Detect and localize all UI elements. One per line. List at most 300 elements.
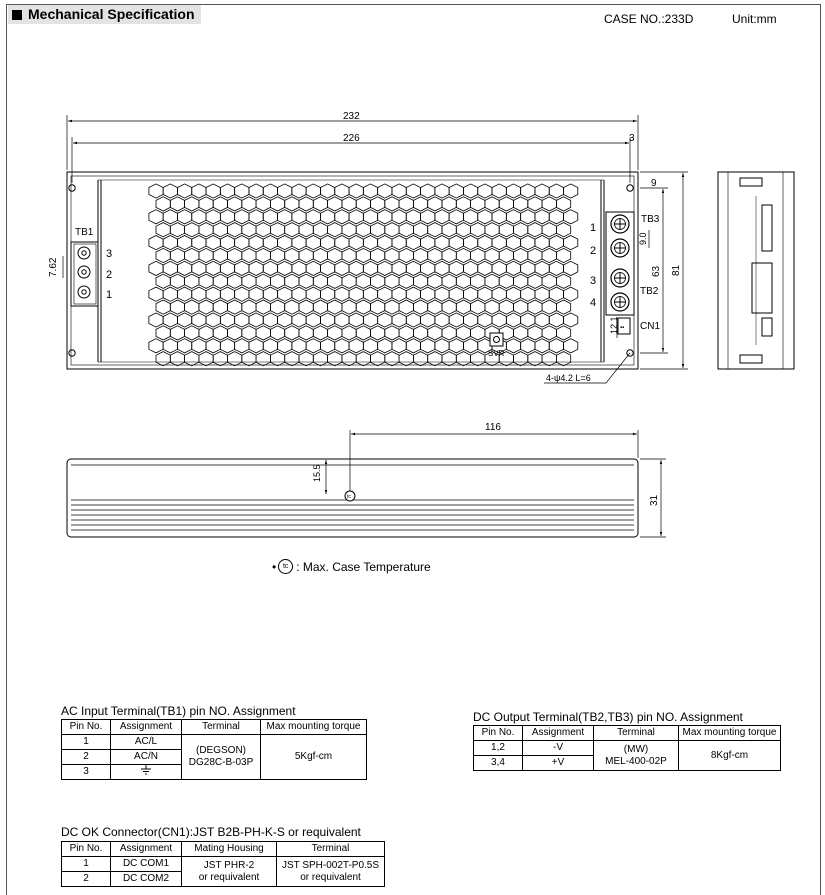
vent-hex xyxy=(528,326,542,340)
vent-hex xyxy=(464,287,478,301)
vent-hex xyxy=(163,313,177,327)
vent-hex xyxy=(363,210,377,224)
vent-hex xyxy=(428,300,442,314)
vent-hex xyxy=(521,210,535,224)
vent-hex xyxy=(514,300,528,314)
case-number: CASE NO.:233D xyxy=(604,12,694,26)
vent-hex xyxy=(392,210,406,224)
vent-hex xyxy=(428,223,442,237)
vent-hex xyxy=(456,352,470,366)
vent-hex xyxy=(321,236,335,250)
vent-hex xyxy=(213,223,227,237)
vent-hex xyxy=(392,261,406,275)
dc-table xyxy=(473,725,781,771)
ac-header-assignment: Assignment xyxy=(111,720,182,735)
svr-potentiometer xyxy=(490,333,503,346)
top-view xyxy=(67,172,638,369)
vent-hex xyxy=(442,223,456,237)
vent-hex xyxy=(464,236,478,250)
vent-hex xyxy=(542,326,556,340)
vent-hex xyxy=(428,352,442,366)
vent-hex xyxy=(299,300,313,314)
vent-hex xyxy=(228,326,242,340)
vent-hex xyxy=(192,261,206,275)
vent-hex xyxy=(249,287,263,301)
vent-hex xyxy=(242,197,256,211)
vent-hex xyxy=(506,287,520,301)
vent-hex xyxy=(285,274,299,288)
dim-overall-height: 81 xyxy=(671,264,682,276)
vent-hex xyxy=(535,313,549,327)
vent-hex xyxy=(178,210,192,224)
vent-hex xyxy=(349,261,363,275)
vent-hex xyxy=(228,223,242,237)
vent-hex xyxy=(342,326,356,340)
vent-hex xyxy=(313,352,327,366)
vent-hex xyxy=(535,287,549,301)
tb1-pin-2: 2 xyxy=(106,269,113,281)
vent-hex xyxy=(371,248,385,262)
mount-hole-tl xyxy=(69,185,75,191)
vent-hex xyxy=(249,339,263,353)
vent-hex xyxy=(535,210,549,224)
vent-hex xyxy=(256,274,270,288)
vent-hex xyxy=(564,184,578,198)
vent-hex xyxy=(556,300,570,314)
cn1-label: CN1 xyxy=(640,321,661,332)
vent-hex xyxy=(256,326,270,340)
vent-hex xyxy=(471,352,485,366)
vent-hex xyxy=(328,300,342,314)
vent-hex xyxy=(199,326,213,340)
vent-hex xyxy=(506,313,520,327)
vent-hex xyxy=(235,184,249,198)
vent-hex xyxy=(321,287,335,301)
vent-hex xyxy=(170,223,184,237)
vent-hex xyxy=(435,313,449,327)
tb1-screw-icon xyxy=(78,286,90,298)
vent-hex xyxy=(442,352,456,366)
vent-hex xyxy=(270,300,284,314)
vent-hex xyxy=(406,339,420,353)
vent-hex xyxy=(206,236,220,250)
vent-hex xyxy=(449,261,463,275)
vent-hex xyxy=(492,287,506,301)
vent-hex xyxy=(521,287,535,301)
vent-hex xyxy=(321,313,335,327)
vent-hex xyxy=(378,313,392,327)
vent-hex xyxy=(356,197,370,211)
vent-hex xyxy=(242,223,256,237)
vent-hex xyxy=(270,352,284,366)
vent-hex xyxy=(313,274,327,288)
vent-hex xyxy=(270,248,284,262)
out-pin-3: 3 xyxy=(590,275,597,287)
vent-hex xyxy=(149,287,163,301)
vent-hex xyxy=(528,300,542,314)
vent-hex xyxy=(399,352,413,366)
vent-hex xyxy=(292,236,306,250)
vent-hex xyxy=(170,300,184,314)
vent-hex xyxy=(371,197,385,211)
vent-hex xyxy=(399,248,413,262)
dim-side-height: 31 xyxy=(649,494,660,506)
out-pin-1: 1 xyxy=(590,222,597,234)
vent-hex xyxy=(178,184,192,198)
cn-terminal-line-1: JST SPH-002T-P0.5S xyxy=(281,859,380,871)
vent-hex xyxy=(542,197,556,211)
vent-hex xyxy=(521,236,535,250)
vent-hex xyxy=(185,352,199,366)
vent-hex xyxy=(278,313,292,327)
vent-hex xyxy=(535,236,549,250)
vent-hex xyxy=(471,248,485,262)
vent-hex xyxy=(542,274,556,288)
cn-table xyxy=(61,841,385,887)
vent-hex xyxy=(464,261,478,275)
mount-hole-bl xyxy=(69,350,75,356)
cn-housing-line-2: or requivalent xyxy=(198,871,260,883)
vent-hex xyxy=(220,236,234,250)
vent-hex xyxy=(435,287,449,301)
dim-edge-offset: 3 xyxy=(629,133,635,144)
dc-pin: 1,2 xyxy=(474,741,523,756)
vent-hex xyxy=(321,184,335,198)
vent-hex xyxy=(535,261,549,275)
vent-hex xyxy=(428,274,442,288)
vent-hex xyxy=(235,261,249,275)
vent-hex xyxy=(235,287,249,301)
vent-hex xyxy=(163,236,177,250)
end-view-connector xyxy=(762,318,772,336)
vent-hex xyxy=(270,326,284,340)
ac-table xyxy=(61,719,367,780)
vent-hex xyxy=(385,197,399,211)
vent-hex xyxy=(328,352,342,366)
vent-hex xyxy=(556,248,570,262)
dim-hole-spec: 4-ψ4.2 L=6 xyxy=(546,373,591,383)
vent-hex xyxy=(514,352,528,366)
vent-hex xyxy=(485,223,499,237)
vent-hex xyxy=(263,184,277,198)
vent-hex xyxy=(342,223,356,237)
vent-hex xyxy=(556,197,570,211)
tb1-screws xyxy=(78,247,90,298)
vent-hex xyxy=(542,352,556,366)
vent-hex xyxy=(464,313,478,327)
vent-hex xyxy=(235,339,249,353)
tb1-label: TB1 xyxy=(75,227,94,238)
cn-terminal xyxy=(277,857,385,887)
vent-hex xyxy=(192,210,206,224)
vent-hex xyxy=(228,274,242,288)
vent-hex xyxy=(435,210,449,224)
vent-hex xyxy=(149,339,163,353)
vent-hex xyxy=(456,197,470,211)
vent-hex xyxy=(263,339,277,353)
vent-hex xyxy=(263,313,277,327)
vent-hex xyxy=(528,248,542,262)
vent-hex xyxy=(363,313,377,327)
vent-hex xyxy=(278,210,292,224)
cn-table-title: DC OK Connector(CN1):JST B2B-PH-K-S or requivalent xyxy=(61,825,361,839)
vent-hex xyxy=(413,300,427,314)
vent-hex xyxy=(299,274,313,288)
vent-hex xyxy=(285,197,299,211)
vent-hex xyxy=(514,248,528,262)
vent-hex xyxy=(363,339,377,353)
vent-hex xyxy=(220,210,234,224)
tc-symbol-icon: tc xyxy=(278,559,293,574)
vent-hex xyxy=(313,326,327,340)
vent-hex xyxy=(178,287,192,301)
vent-hex xyxy=(542,223,556,237)
vent-hex xyxy=(342,352,356,366)
dim-mount-pitch: 226 xyxy=(343,133,360,144)
table-row xyxy=(474,741,781,756)
vent-hex xyxy=(392,287,406,301)
vent-hex xyxy=(342,197,356,211)
vent-hex xyxy=(535,184,549,198)
vent-hex xyxy=(278,184,292,198)
vent-hex xyxy=(185,300,199,314)
dim-tb1-pitch: 7.62 xyxy=(48,257,59,277)
vent-hex xyxy=(263,261,277,275)
vent-hex xyxy=(249,236,263,250)
vent-hex xyxy=(156,248,170,262)
vent-hex xyxy=(299,197,313,211)
vent-hex xyxy=(313,197,327,211)
vent-hex xyxy=(413,274,427,288)
vent-hex xyxy=(228,352,242,366)
vent-hex xyxy=(163,184,177,198)
dc-header-terminal: Terminal xyxy=(594,726,679,741)
vent-hex xyxy=(299,326,313,340)
vent-hex xyxy=(206,184,220,198)
vent-hex xyxy=(421,210,435,224)
cn-header-terminal: Terminal xyxy=(277,842,385,857)
vent-hex xyxy=(506,339,520,353)
vent-hex xyxy=(506,236,520,250)
vent-hex xyxy=(292,261,306,275)
ac-header-torque: Max mounting torque xyxy=(261,720,367,735)
tb2-label: TB2 xyxy=(640,286,659,297)
vent-hex xyxy=(406,313,420,327)
tc-note-text: : Max. Case Temperature xyxy=(296,559,431,574)
cn1-pin-mark: ▪▪ xyxy=(620,325,625,331)
vent-hex xyxy=(306,184,320,198)
vent-hex xyxy=(435,261,449,275)
vent-hex xyxy=(149,261,163,275)
vent-hex xyxy=(206,313,220,327)
dc-header-torque: Max mounting torque xyxy=(679,726,781,741)
vent-hex xyxy=(564,339,578,353)
tb1-screw-center xyxy=(82,270,86,274)
vent-hex xyxy=(156,274,170,288)
vent-hex xyxy=(478,210,492,224)
vent-hex xyxy=(199,223,213,237)
vent-hex xyxy=(363,261,377,275)
vent-hex xyxy=(313,223,327,237)
vent-hex xyxy=(456,300,470,314)
vent-hex xyxy=(213,326,227,340)
cn-assignment: DC COM1 xyxy=(111,857,182,872)
dc-terminal-line-2: MEL-400-02P xyxy=(605,755,667,767)
vent-hex xyxy=(564,313,578,327)
vent-hex xyxy=(435,236,449,250)
table-row xyxy=(62,735,367,750)
vent-hex xyxy=(556,223,570,237)
vent-hex xyxy=(413,326,427,340)
vent-hex xyxy=(192,339,206,353)
vent-hex xyxy=(378,261,392,275)
vent-hex xyxy=(428,248,442,262)
dc-header-pin: Pin No. xyxy=(474,726,523,741)
vent-hex xyxy=(385,352,399,366)
vent-hex xyxy=(514,223,528,237)
vent-hex xyxy=(306,236,320,250)
vent-hex xyxy=(471,274,485,288)
vent-hex xyxy=(199,352,213,366)
vent-hex xyxy=(421,261,435,275)
vent-hex xyxy=(242,326,256,340)
vent-hex xyxy=(449,184,463,198)
vent-hex xyxy=(528,197,542,211)
vent-hex xyxy=(428,326,442,340)
vent-hex xyxy=(242,248,256,262)
vent-hex xyxy=(456,274,470,288)
vent-hex xyxy=(371,326,385,340)
vent-hex xyxy=(321,339,335,353)
vent-hex xyxy=(564,210,578,224)
vent-hex xyxy=(292,339,306,353)
vent-hex xyxy=(471,326,485,340)
vent-hex xyxy=(464,210,478,224)
vent-hex xyxy=(421,313,435,327)
vent-hex xyxy=(549,287,563,301)
dc-terminal-line-1: (MW) xyxy=(623,743,649,755)
vent-hex xyxy=(292,313,306,327)
vent-hex xyxy=(213,248,227,262)
vent-hex xyxy=(235,210,249,224)
vent-hex xyxy=(356,274,370,288)
vent-hex xyxy=(228,248,242,262)
ac-header-pin: Pin No. xyxy=(62,720,111,735)
vent-hex xyxy=(185,248,199,262)
vent-hex xyxy=(542,300,556,314)
vent-hex xyxy=(256,300,270,314)
vent-hex xyxy=(185,326,199,340)
vent-hex xyxy=(163,287,177,301)
vent-hex xyxy=(285,223,299,237)
vent-hex xyxy=(270,274,284,288)
end-view-terminal-mid xyxy=(752,263,772,313)
tb3-label: TB3 xyxy=(641,214,660,225)
vent-hex xyxy=(371,223,385,237)
tc-point-mark: tc xyxy=(347,494,351,500)
cn-housing xyxy=(182,857,277,887)
vent-hex xyxy=(385,248,399,262)
dim-tb3-pitch: 9.0 xyxy=(638,232,648,245)
dim-overall-width: 232 xyxy=(343,111,360,122)
vent-hex xyxy=(313,300,327,314)
vent-hex xyxy=(485,248,499,262)
vent-hex xyxy=(399,300,413,314)
dc-header-assignment: Assignment xyxy=(523,726,594,741)
vent-hex xyxy=(299,352,313,366)
vent-hex xyxy=(349,287,363,301)
vent-hex xyxy=(406,287,420,301)
cn-header-housing: Mating Housing xyxy=(182,842,277,857)
vent-hex xyxy=(256,352,270,366)
dim-cn1-offset: 12.1 xyxy=(609,316,619,334)
ac-pin: 3 xyxy=(62,765,111,780)
vent-hex xyxy=(421,236,435,250)
vent-hex xyxy=(170,274,184,288)
vent-hex xyxy=(321,210,335,224)
vent-hex xyxy=(549,313,563,327)
vent-hex xyxy=(392,339,406,353)
dc-terminal xyxy=(594,741,679,771)
vent-hex xyxy=(185,197,199,211)
vent-hex xyxy=(199,248,213,262)
vent-hex xyxy=(321,261,335,275)
vent-hex xyxy=(385,326,399,340)
vent-hex xyxy=(492,184,506,198)
vent-hex xyxy=(242,352,256,366)
vent-hex xyxy=(306,287,320,301)
vent-hex xyxy=(485,274,499,288)
ac-assignment-ground xyxy=(111,765,182,780)
ac-terminal-line-1: (DEGSON) xyxy=(196,745,246,756)
vent-hex xyxy=(278,287,292,301)
vent-hex xyxy=(435,339,449,353)
vent-hex xyxy=(449,287,463,301)
vent-hex xyxy=(378,236,392,250)
vent-hex xyxy=(256,223,270,237)
vent-hex xyxy=(464,184,478,198)
vent-hex xyxy=(306,261,320,275)
vent-hex xyxy=(356,248,370,262)
vent-hex xyxy=(178,261,192,275)
tb1-screw-center xyxy=(82,290,86,294)
end-view-tab-top xyxy=(740,178,762,186)
vent-hex xyxy=(328,274,342,288)
vent-hex xyxy=(371,300,385,314)
vent-hex xyxy=(514,197,528,211)
output-screws xyxy=(611,215,629,311)
vent-hex xyxy=(392,313,406,327)
vent-hex xyxy=(464,339,478,353)
vent-hex xyxy=(199,300,213,314)
end-view-tab-bottom xyxy=(740,355,762,363)
vent-hex xyxy=(306,210,320,224)
vent-hex xyxy=(421,184,435,198)
svr-label: SVR xyxy=(488,349,505,358)
vent-hex xyxy=(249,261,263,275)
vent-hex xyxy=(442,274,456,288)
vent-hex xyxy=(428,197,442,211)
table-row xyxy=(62,857,385,872)
vent-hex xyxy=(170,197,184,211)
vent-hex xyxy=(442,326,456,340)
ac-terminal-line-2: DG28C-B-03P xyxy=(188,757,254,768)
vent-hex xyxy=(356,326,370,340)
vent-hex xyxy=(456,326,470,340)
vent-hex xyxy=(313,248,327,262)
vent-hex xyxy=(413,197,427,211)
vent-hex xyxy=(556,352,570,366)
